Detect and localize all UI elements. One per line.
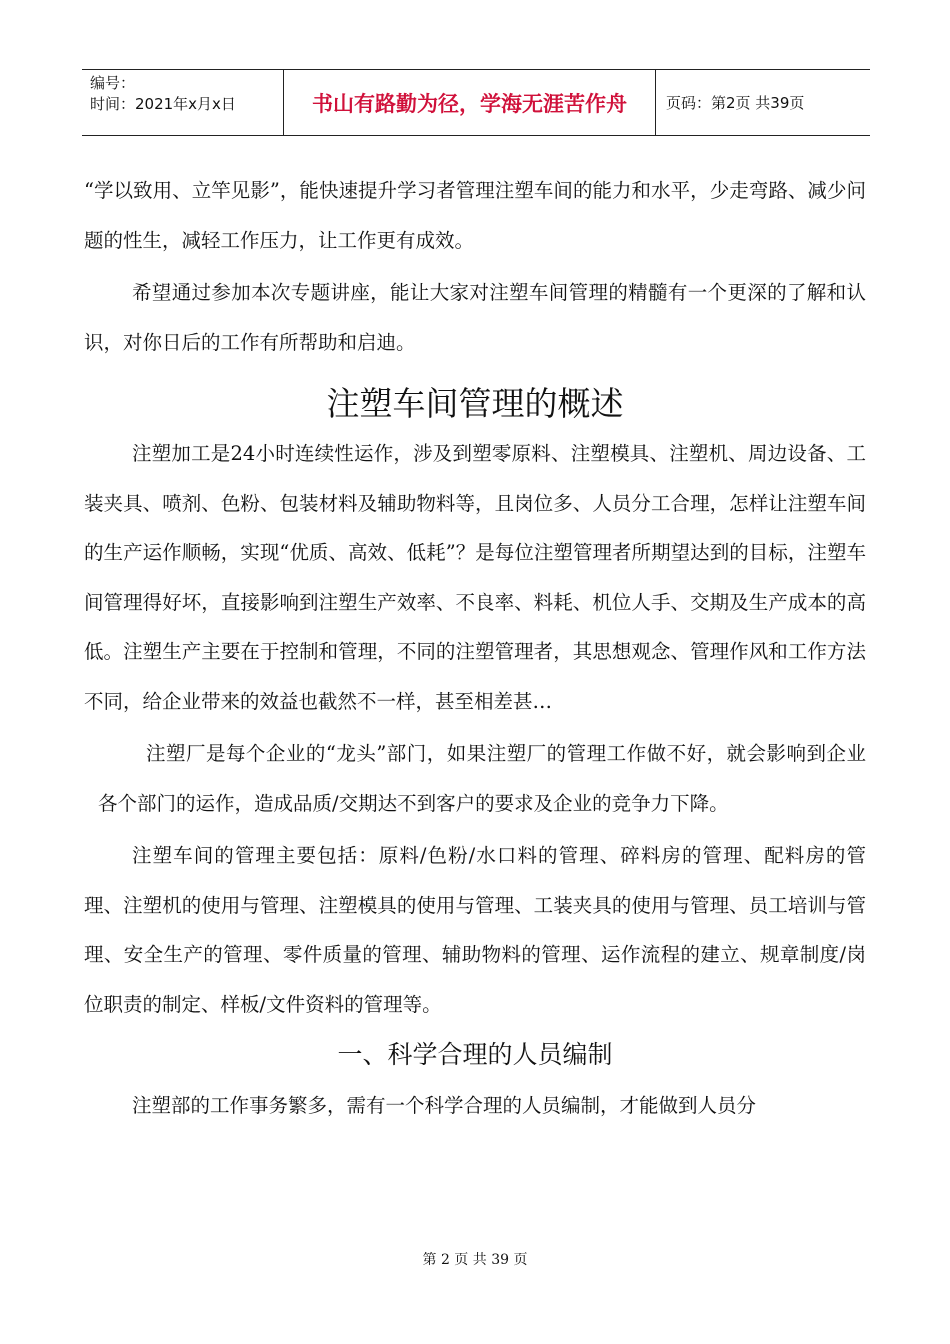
paragraph-5: 注塑车间的管理主要包括：原料/色粉/水口料的管理、碎料房的管理、配料房的管理、注塑机的使用与管理、注塑模具的使用与管理、工装夹具的使用与管理、员工培训与管理、安全生产的管理、零件质量的管理、辅助物料的管理、运作流程的建立、规章制度/岗位职责的制定、样板/文件资料的管理等。 [84,844,866,1016]
paragraph-6: 注塑部的工作事务繁多，需有一个科学合理的人员编制，才能做到人员分 [132,1094,757,1117]
document-body [84,166,866,1131]
page-header [82,69,870,136]
header-motto: 书山有路勤为径，学海无涯苦作舟 [284,70,656,135]
paragraph-4: 注塑厂是每个企业的“龙头”部门，如果注塑厂的管理工作做不好，就会影响到企业各个部门的运作，造成品质/交期达不到客户的要求及企业的竞争力下降。 [98,742,866,815]
paragraph-2: 希望通过参加本次专题讲座，能让大家对注塑车间管理的精髓有一个更深的了解和认识，对你日后的工作有所帮助和启迪。 [84,281,866,354]
paragraph-1: “学以致用、立竿见影”，能快速提升学习者管理注塑车间的能力和水平，少走弯路、减少问题的性生，减轻工作压力，让工作更有成效。 [84,179,866,252]
header-page-info: 页码：第2页 共39页 [666,94,805,112]
number-label: 编号： [90,74,136,92]
section-heading: 注塑车间管理的概述 [326,384,624,423]
header-meta [82,70,284,135]
page-footer: 第 2 页 共 39 页 [422,1252,528,1268]
paragraph-3: 注塑加工是24小时连续性运作，涉及到塑零原料、注塑模具、注塑机、周边设备、工装夹具、喷剂、色粉、包装材料及辅助物料等，且岗位多、人员分工合理，怎样让注塑车间的生产运作顺畅，实现“优质、高效、低耗”？是每位注塑管理者所期望达到的目标，注塑车间管理得好坏，直接影响到注塑生产效率、不良率、料耗、机位人手、交期及生产成本的高低。注塑生产主要在于控制和管理，不同的注塑管理者，其思想观念、管理作风和工作方法不同，给企业带来的效益也截然不一样，甚至相差甚… [84,442,866,713]
date-label: 时间：2021年x月x日 [90,95,236,113]
subsection-heading: 一、科学合理的人员编制 [337,1040,613,1069]
